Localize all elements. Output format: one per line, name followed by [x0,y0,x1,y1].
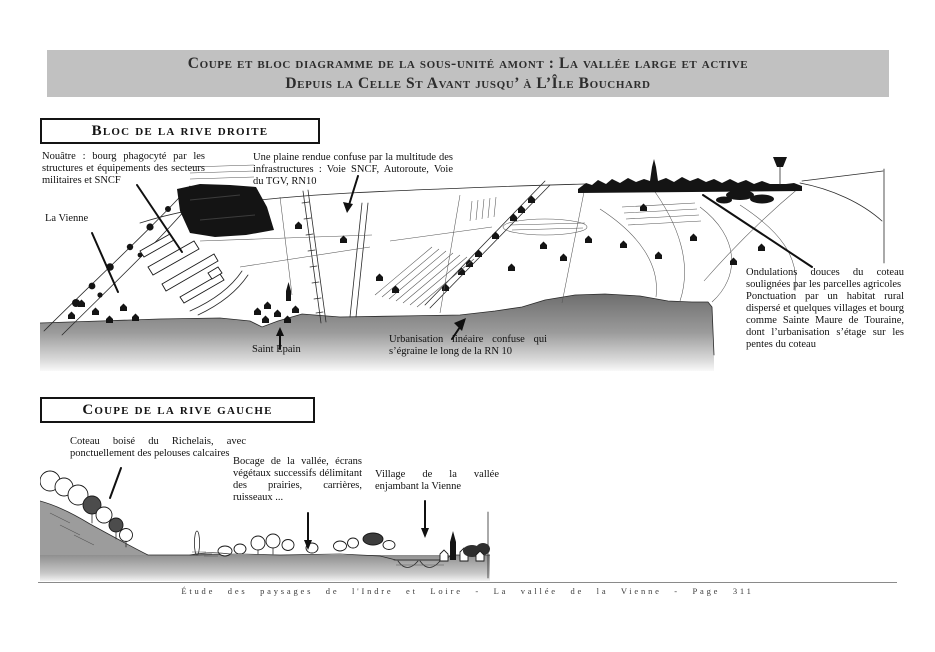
valley-shade-band [40,555,490,581]
annotation-plaine: Une plaine rendue confuse par la multitude des infrastructures : Voie SNCF, Autoroute, Voie du TGV, RN10 [253,152,453,187]
annotation-urbanisation: Urbanisation linéaire confuse qui s’égraine le long de la RN 10 [389,334,547,357]
block-front-face [40,294,714,371]
coteau-tree-clumps [716,190,774,204]
railway-sncf [302,190,326,323]
military-buildings [140,234,248,315]
annotation-la-vienne: La Vienne [45,213,89,224]
title-banner [47,50,889,97]
annotation-saint-epain: Saint Epain [252,344,301,355]
autoroute [350,203,368,317]
annotation-ondulations-p2: Ponctuation par un habitat rural dispersé et quelques villages et bourg comme Sainte Maure de Touraine, dont l’urbanisation s’étage sur les pentes du coteau [746,290,904,350]
skyline-silhouette [578,159,802,193]
arrow-village [421,501,429,538]
valley-trees [190,531,395,556]
scattered-farms [295,204,765,294]
nouatre-village [68,300,139,324]
annotation-bocage: Bocage de la vallée, écrans végétaux successifs délimitant des prairies, carrières, ruisseaux ... [233,456,362,503]
water-tower [773,157,787,185]
title-line-1: Coupe et bloc diagramme de la sous-unité amont : La vallée large et active [187,55,749,72]
section-title-bloc: Bloc de la rive droite [40,118,320,144]
annotation-village: Village de la vallée enjambant la Vienne [375,469,499,492]
annotation-nouatre: Nouâtre : bourg phagocyté par les structures et équipements des secteurs militaires et SNCF [42,151,205,186]
rn10-corridor [425,181,550,308]
line-ondulations [703,195,812,267]
line-coteau [110,468,121,498]
footer-text: Étude des paysages de l'Indre et Loire - La vallée de la Vienne - Page 311 [181,586,754,596]
forest-patch [177,184,274,237]
title-line-2: Depuis la Celle St Avant jusqu’ à L’Île Bouchard [285,75,651,92]
annotation-ondulations [746,267,904,351]
annotation-ondulations-p1: Ondulations douces du coteau soulignées par les parcelles agricoles [746,267,904,290]
section-title-coupe: Coupe de la rive gauche [40,397,315,423]
annotation-coteau: Coteau boisé du Richelais, avec ponctuellement des pelouses calcaires [70,436,246,459]
